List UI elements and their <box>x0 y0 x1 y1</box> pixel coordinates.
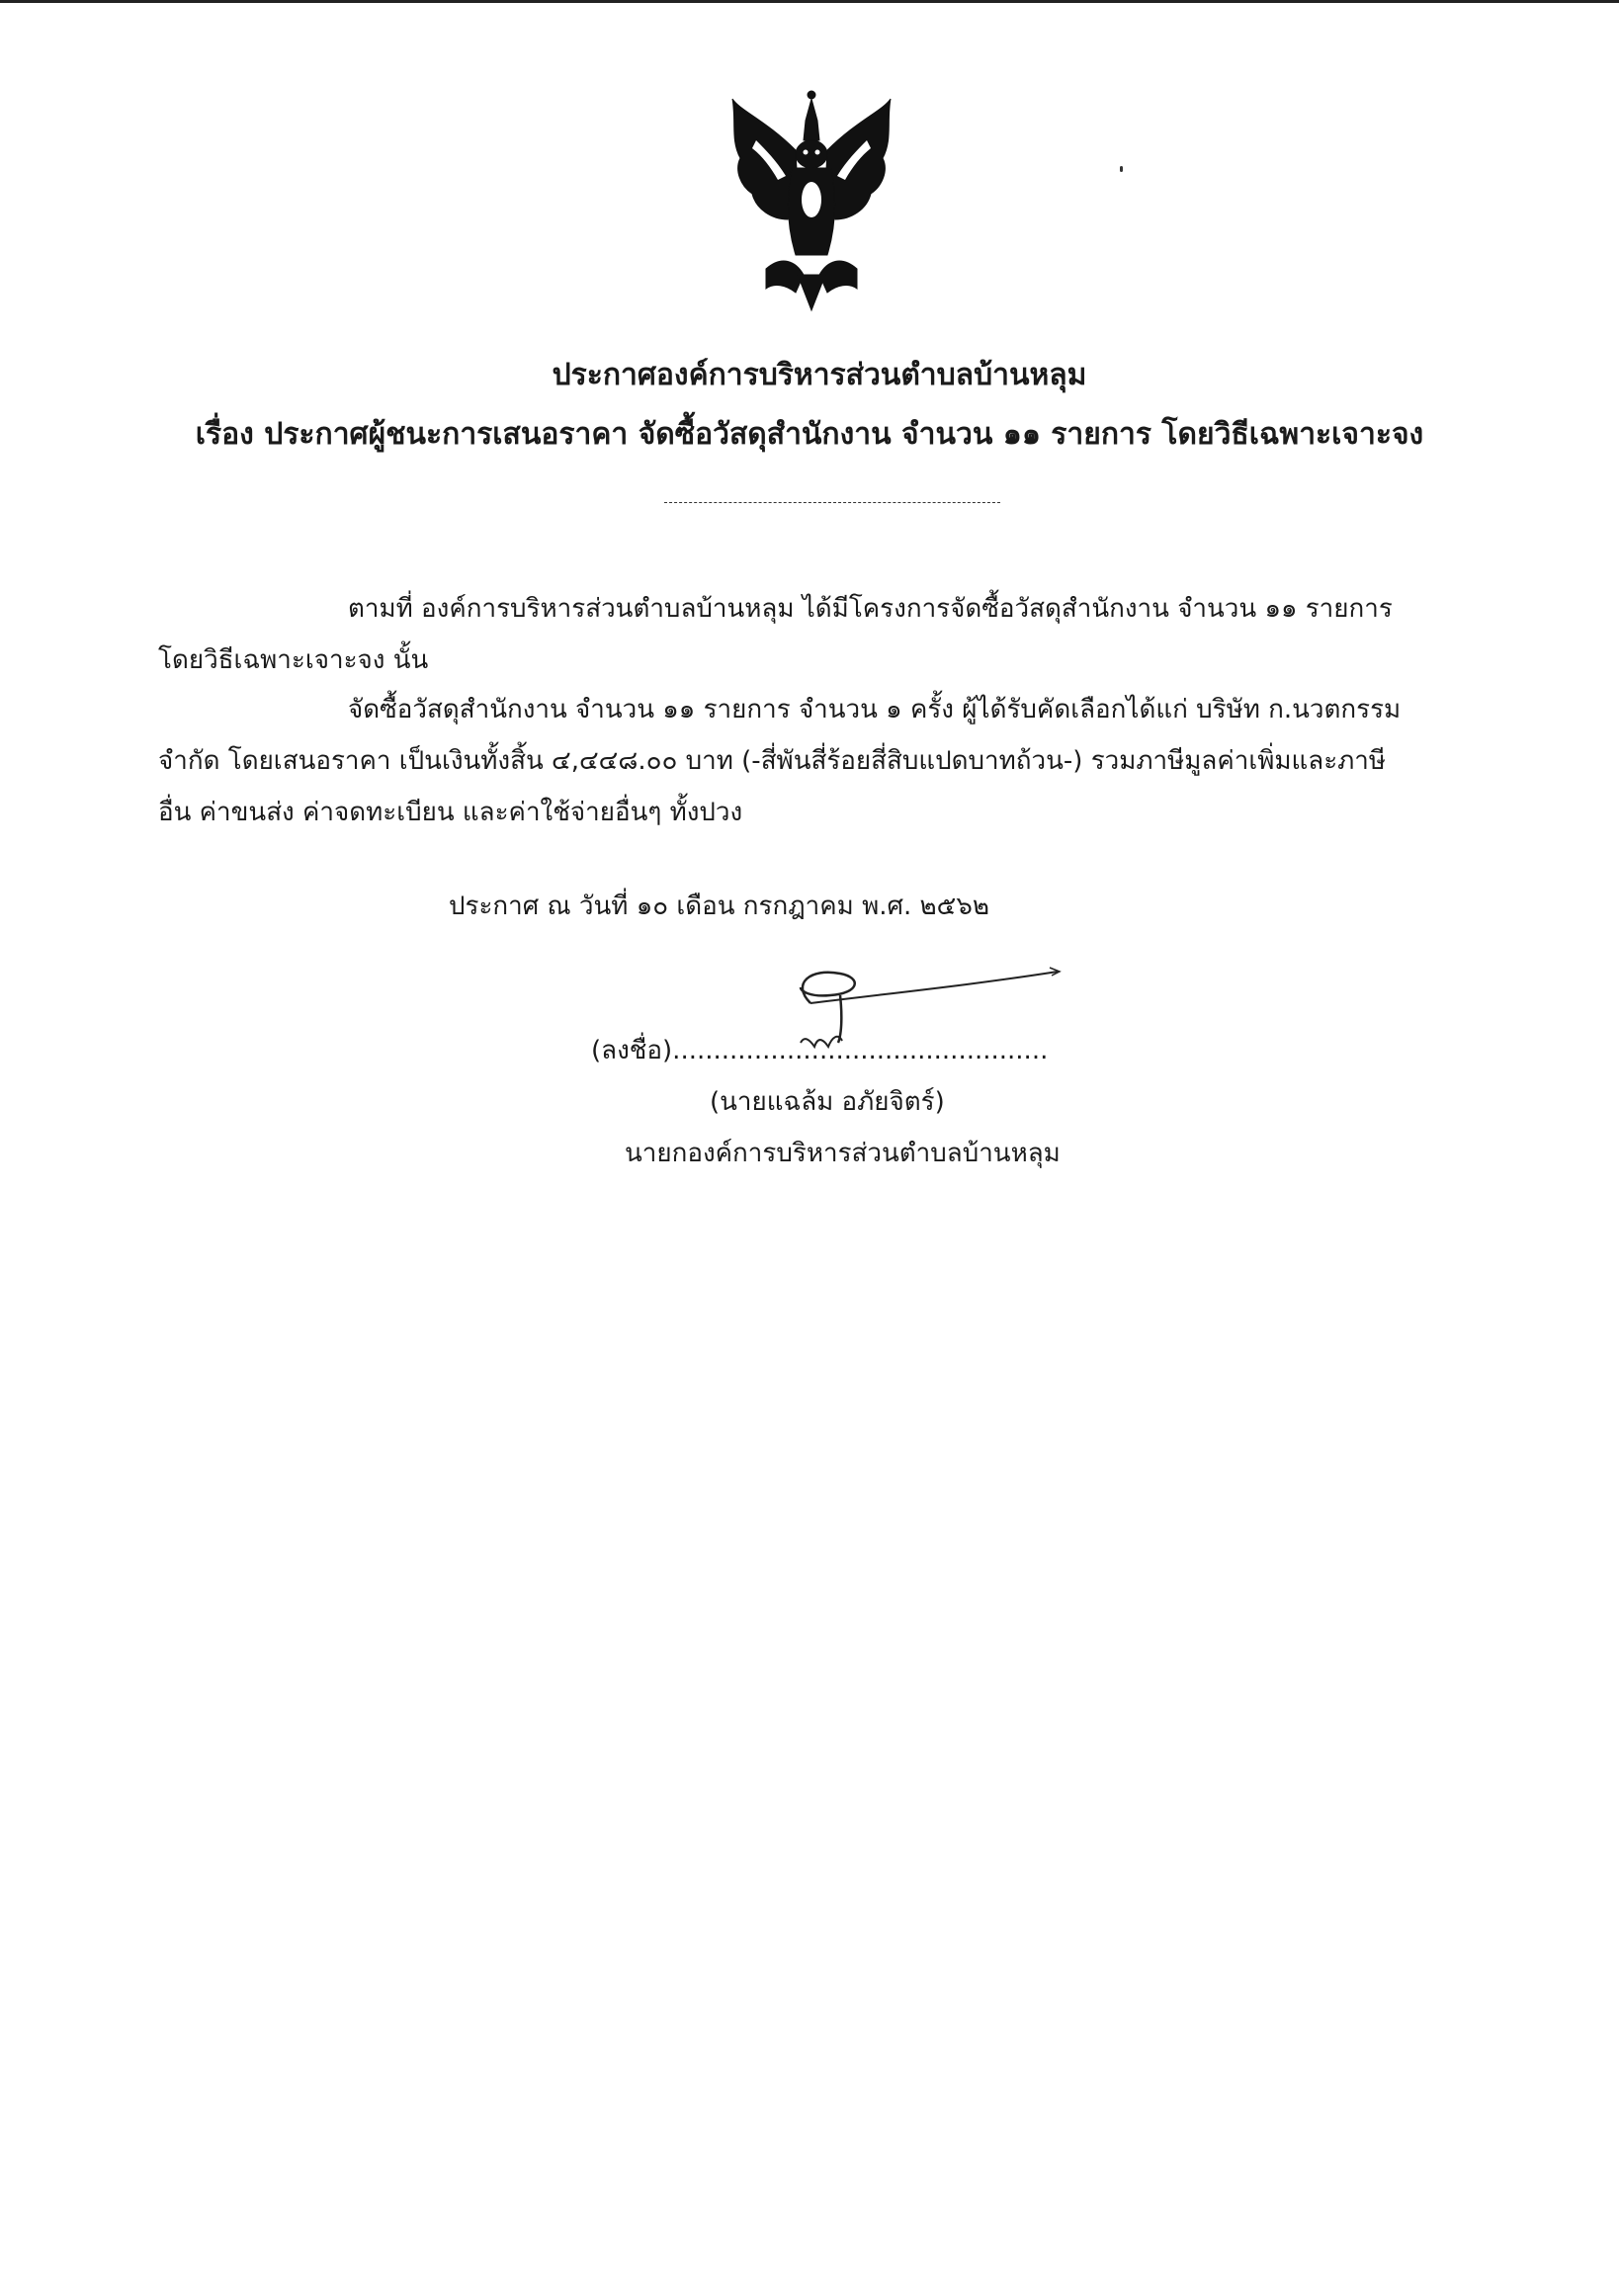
signer-name: (นายแฉล้ม อภัยจิตร์) <box>710 1087 945 1117</box>
announcement-title: ประกาศองค์การบริหารส่วนตำบลบ้านหลุม <box>552 358 1087 392</box>
announcement-date: ประกาศ ณ วันที่ ๑๐ เดือน กรกฎาคม พ.ศ. ๒๕๖๒ <box>449 892 989 921</box>
announcement-subject: เรื่อง ประกาศผู้ชนะการเสนอราคา จัดซื้อวัสดุสำนักงาน จำนวน ๑๑ รายการ โดยวิธีเฉพาะเจาะจง <box>195 417 1424 452</box>
paragraph-winner <box>158 684 1518 838</box>
garuda-emblem-icon <box>726 81 896 318</box>
signature-line: (ลงชื่อ).............................................. <box>591 1036 1049 1065</box>
paragraph-winner-line-3: อื่น ค่าขนส่ง ค่าจดทะเบียน และค่าใช้จ่ายอื่นๆ ทั้งปวง <box>158 798 743 827</box>
divider-dashed <box>664 502 1000 503</box>
paragraph-winner-line-2: จำกัด โดยเสนอราคา เป็นเงินทั้งสิ้น ๔,๔๔๘.๐๐ บาท (-สี่พันสี่ร้อยสี่สิบแปดบาทถ้วน-) รวมภาษีมูลค่าเพิ่มและภาษี <box>158 746 1387 776</box>
scan-edge <box>0 0 1619 3</box>
signer-position: นายกองค์การบริหารส่วนตำบลบ้านหลุม <box>625 1139 1061 1168</box>
paragraph-winner-line-1: จัดซื้อวัสดุสำนักงาน จำนวน ๑๑ รายการ จำนวน ๑ ครั้ง ผู้ได้รับคัดเลือกได้แก่ บริษัท ก.นวตกรรม <box>348 695 1402 724</box>
scan-dot <box>1120 166 1123 172</box>
paragraph-intro-line-1: ตามที่ องค์การบริหารส่วนตำบลบ้านหลุม ได้มีโครงการจัดซื้อวัสดุสำนักงาน จำนวน ๑๑ รายการ <box>348 594 1393 624</box>
paragraph-intro-line-2: โดยวิธีเฉพาะเจาะจง นั้น <box>158 645 429 675</box>
paragraph-intro <box>158 583 1518 686</box>
